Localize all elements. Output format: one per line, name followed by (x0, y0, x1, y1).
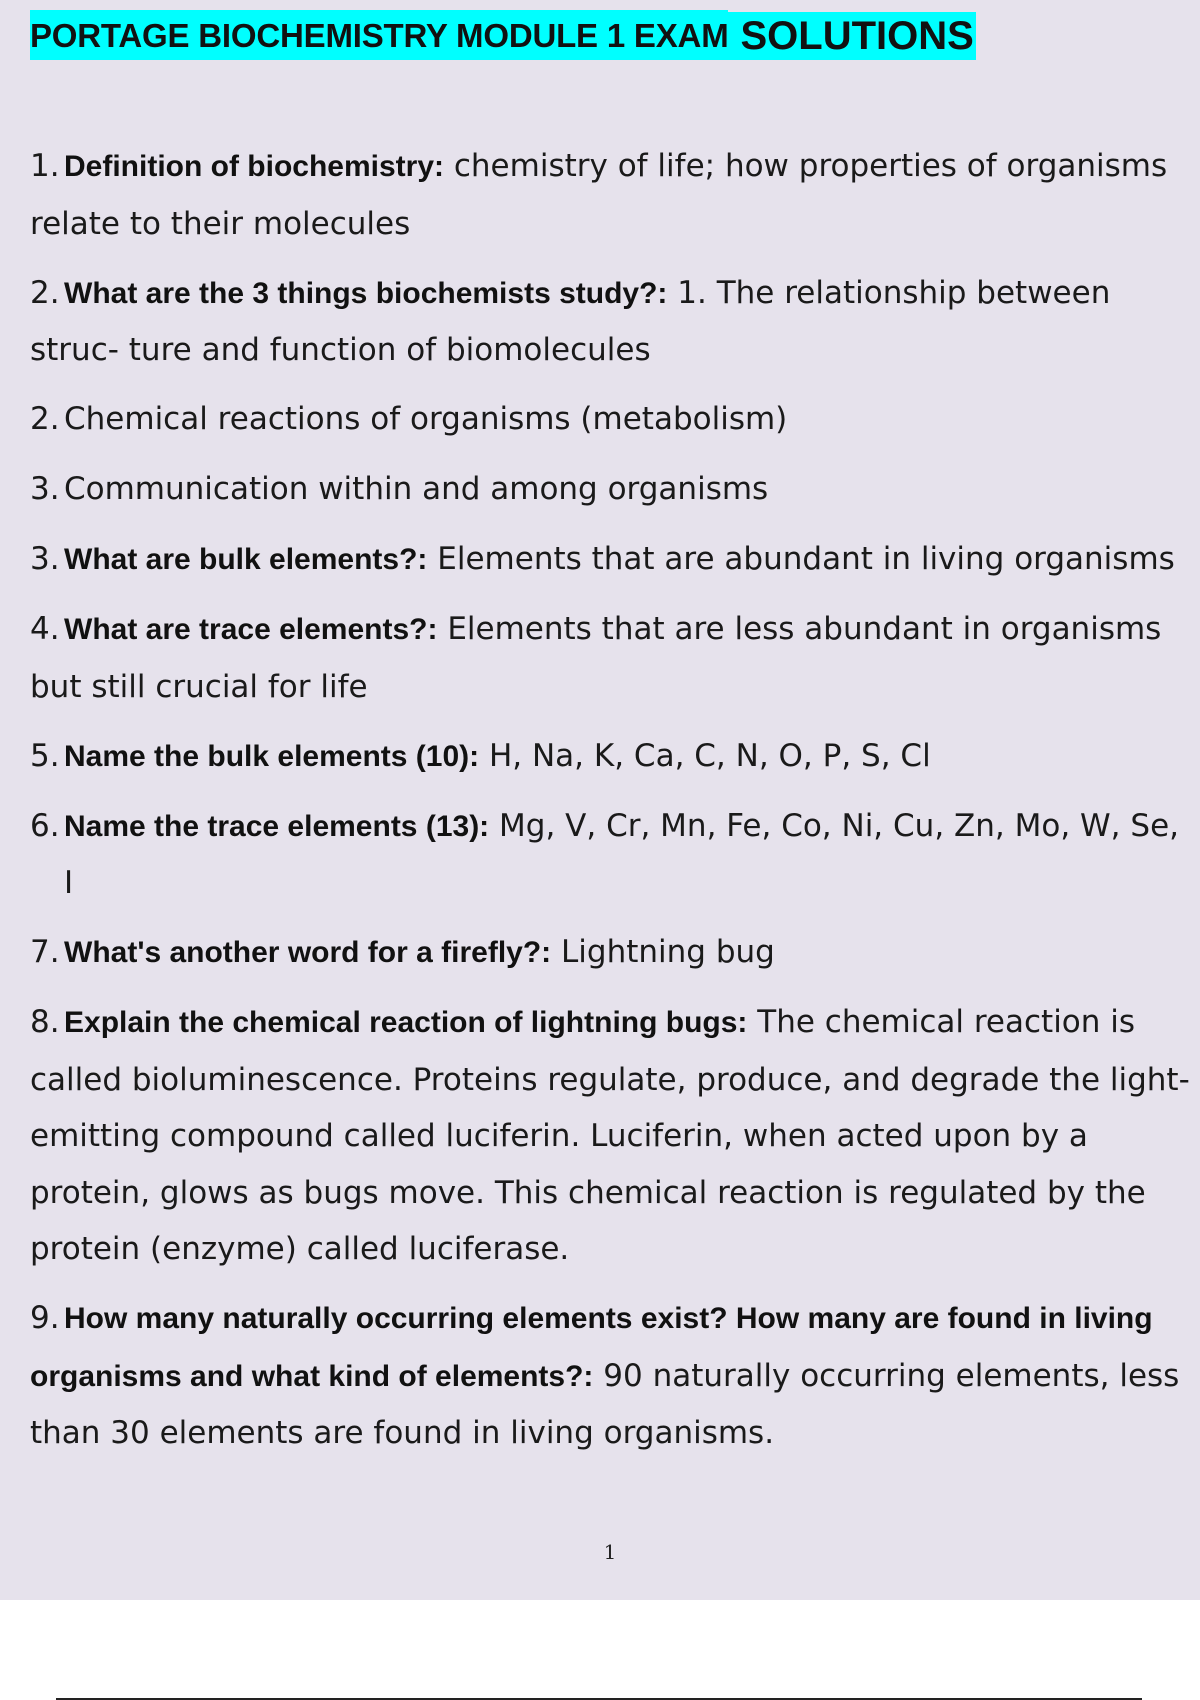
item-number: 3. (30, 541, 60, 577)
item-question: Explain the chemical reaction of lightning bugs: (64, 1006, 748, 1039)
item-answer: Communication within and among organisms (64, 471, 769, 507)
item-number: 9. (30, 1300, 60, 1336)
title-main: PORTAGE BIOCHEMISTRY MODULE 1 EXAM (30, 10, 728, 60)
list-item (30, 531, 1196, 589)
item-answer: 1. The relationship between struc- ture and function of biomolecules (30, 274, 1111, 368)
item-answer: chemistry of life; how properties of organisms relate to their molecules (30, 148, 1168, 242)
item-question: What are trace elements?: (64, 613, 438, 646)
item-number: 2. (30, 401, 60, 437)
item-question: What are the 3 things biochemists study?: (64, 276, 668, 310)
item-answer: Lightning bug (551, 934, 775, 970)
item-answer: H, Na, K, Ca, C, N, O, P, S, Cl (479, 737, 931, 774)
item-number: 4. (30, 611, 60, 647)
list-item (30, 138, 1196, 252)
list-item (30, 994, 1196, 1278)
item-answer: 90 naturally occurring elements, less than 30 elements are found in living organisms. (30, 1357, 1180, 1451)
item-number: 5. (30, 737, 60, 774)
item-answer: Elements that are less abundant in organisms but still crucial for life (30, 611, 1162, 705)
list-item (30, 1290, 1196, 1462)
item-answer: The chemical reaction is called bioluminescence. Proteins regulate, produce, and degrade the light-emitting compound called luciferin. Luciferin, when acted upon by a protein, glows as bugs move. This chemical reaction is regulated by the protein (enzyme) called luciferase. (30, 1004, 1190, 1267)
list-item (30, 265, 1196, 379)
title-solutions: SOLUTIONS (728, 12, 975, 60)
item-answer: Elements that are abundant in living organisms (427, 541, 1175, 577)
list-item (30, 798, 1196, 912)
page-title (30, 10, 976, 60)
list-item (30, 391, 1196, 449)
list-item (30, 461, 1196, 519)
item-question: How many naturally occurring elements exist? How many are found in living organisms and what kind of elements?: (30, 1302, 1153, 1393)
item-question: Name the trace elements (13): (64, 809, 490, 843)
page-number: 1 (603, 1540, 617, 1564)
item-question: What's another word for a firefly?: (64, 936, 552, 969)
list-item (30, 601, 1196, 715)
item-number: 2. (30, 274, 60, 311)
item-number: 8. (30, 1004, 60, 1040)
list-item (30, 924, 1196, 982)
item-answer: Chemical reactions of organisms (metabolism) (64, 401, 788, 437)
item-question: Definition of biochemistry: (64, 150, 445, 183)
list-item (30, 728, 1196, 786)
item-number: 1. (30, 148, 60, 184)
item-question: What are bulk elements?: (64, 543, 428, 576)
item-number: 3. (30, 471, 60, 507)
item-answer: Mg, V, Cr, Mn, Fe, Co, Ni, Cu, Zn, Mo, W, Se, I (64, 807, 1179, 901)
item-number: 7. (30, 934, 60, 970)
qa-list (30, 138, 1196, 1474)
item-number: 6. (30, 807, 60, 844)
item-question: Name the bulk elements (10): (64, 739, 480, 773)
